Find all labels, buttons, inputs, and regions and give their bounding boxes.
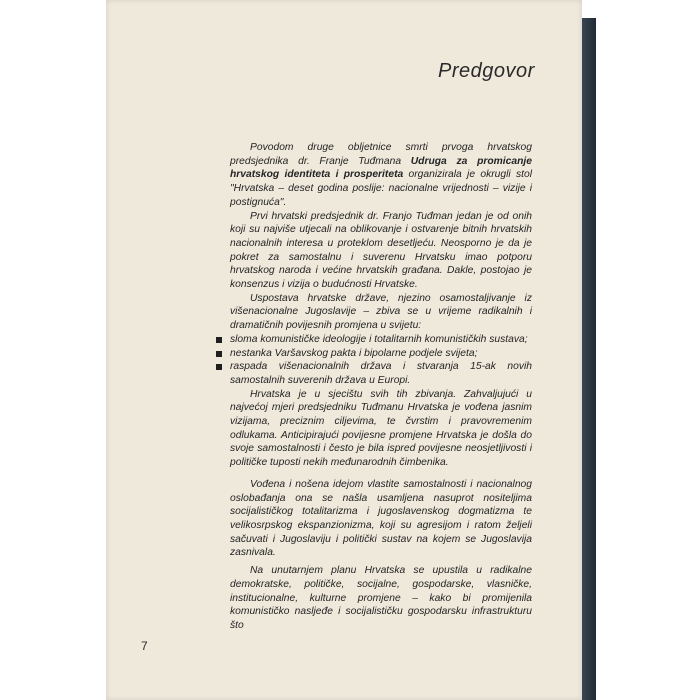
list-item [214, 347, 532, 361]
square-bullet-icon [216, 364, 222, 370]
organization-name: Udruga za promicanje hrvatskog identiteta i prosperiteta [230, 155, 532, 181]
paragraph-6: Na unutarnjem planu Hrvatska se upustila u radikalne demokratske, političke, socijalne, gospodarske, vlasničke, institucionalne, kulturne promjene – kako bi promijenila komunističko nasljeđe i socijalističku gospodarsku infrastrukturu što [230, 565, 532, 631]
page-title: Predgovor [438, 60, 535, 82]
paragraph-4: Hrvatska je u sjecištu svih tih zbivanja. Zahvaljujući u najvećoj mjeri predsjedniku Tuđmanu Hrvatska je vođena jasnim vizijama, preciznim ciljevima, te čvrstim i pravovremenim odlukama. Anticipirajući povijesne promjene Hrvatska je došla do svoje samostalnosti i često je bila ispred povijesne neosjetljivosti i političke tuposti nekih međunarodnih čimbenika. [230, 388, 532, 469]
paragraph-3: Uspostava hrvatske države, njezino osamostaljivanje iz višenacionalne Jugoslavije – zbiva se u vrijeme radikalnih i dramatičnih povijesnih promjena u svijetu: [230, 292, 532, 332]
book-cover-edge [582, 18, 596, 700]
paragraph-1-prefix: Povodom druge obljetnice smrti prvoga hrvatskog predsjednika dr. Franje Tuđmana [230, 142, 532, 167]
list-item [214, 333, 532, 347]
paragraph-1-suffix: organizirala je okrugli stol "Hrvatska – deset godina poslije: nacionalne vrijednosti – vizije i postignuća". [230, 169, 533, 208]
paragraph-5: Vođena i nošena idejom vlastite samostalnosti i nacionalnog oslobađanja ona se našla usamljena nasuprot nositeljima socijalističkog totalitarizma i jugoslavenskog dogmatizma te velikosrpskog ekspanzionizma, koji su agresijom i ratom željeli sačuvati i Jugoslaviju i politički sustav na kojem se Jugoslavija zasnivala. [230, 478, 532, 559]
body-text [230, 141, 532, 633]
list-item-text: raspada višenacionalnih država i stvaranja 15-ak novih samostalnih suverenih država u Europi. [230, 361, 532, 386]
list-item-text: sloma komunističke ideologije i totalitarnih komunističkih sustava; [230, 333, 528, 345]
square-bullet-icon [216, 337, 222, 343]
list-item [214, 360, 532, 387]
paragraph-2: Prvi hrvatski predsjednik dr. Franjo Tuđman jedan je od onih koji su najviše utjecali na oblikovanje i ostvarenje bitnih hrvatskih nacionalnih interesa u proteklom desetljeću. Neosporno je da je pokret za samostalnu i suverenu Hrvatsku imao potporu hrvatskog naroda i većine hrvatskih građana. Dakle, postojao je konsenzus i vizija o budućnosti Hrvatske. [230, 210, 532, 291]
paragraph-1 [230, 141, 532, 210]
square-bullet-icon [216, 351, 222, 357]
list-item-text: nestanka Varšavskog pakta i bipolarne podjele svijeta; [230, 347, 478, 359]
bullet-list [230, 333, 532, 388]
page-number: 7 [141, 639, 148, 653]
